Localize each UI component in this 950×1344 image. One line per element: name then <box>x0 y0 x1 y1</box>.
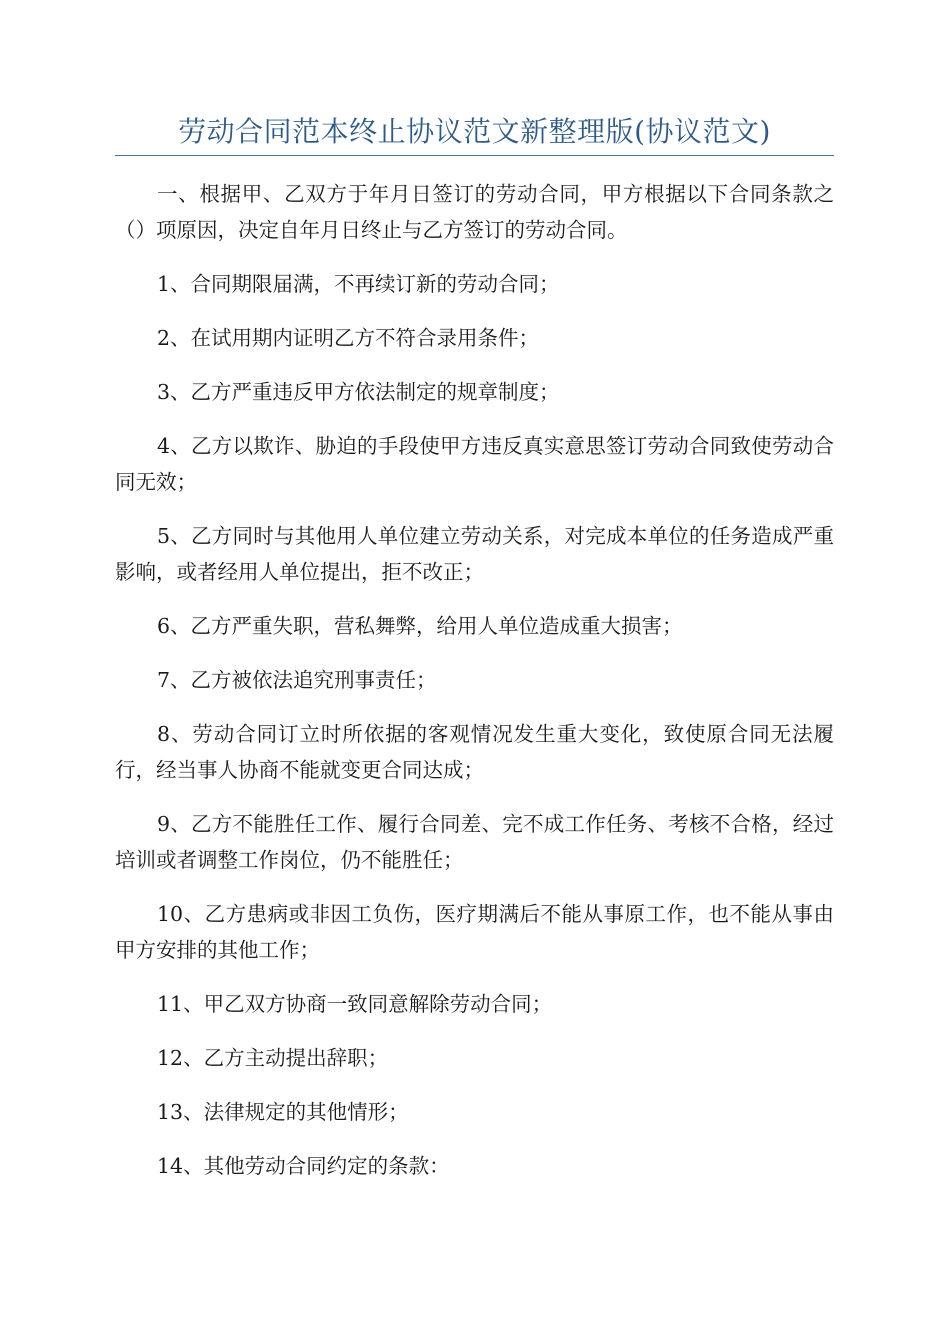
clause-3: 3、乙方严重违反甲方依法制定的规章制度； <box>157 380 560 404</box>
clause-14: 14、其他劳动合同约定的条款： <box>157 1154 450 1178</box>
clause-4: 4、乙方以欺诈、胁迫的手段使甲方违反真实意思签订劳动合同致使劳动合同无效； <box>115 434 834 494</box>
document-title: 劳动合同范本终止协议范文新整理版(协议范文) <box>178 115 771 148</box>
paragraph-intro: 一、根据甲、乙双方于年月日签订的劳动合同，甲方根据以下合同条款之（）项原因，决定自年月日终止与乙方签订的劳动合同。 <box>115 182 834 242</box>
clause-11: 11、甲乙双方协商一致同意解除劳动合同； <box>157 992 553 1016</box>
clause-7: 7、乙方被依法追究刑事责任； <box>157 668 437 692</box>
clause-10: 10、乙方患病或非因工负伤，医疗期满后不能从事原工作，也不能从事由甲方安排的其他工作； <box>115 902 834 962</box>
clause-6: 6、乙方严重失职，营私舞弊，给用人单位造成重大损害； <box>157 614 683 638</box>
clause-5: 5、乙方同时与其他用人单位建立劳动关系，对完成本单位的任务造成严重影响，或者经用人单位提出，拒不改正； <box>115 524 834 584</box>
clause-2: 2、在试用期内证明乙方不符合录用条件； <box>157 326 540 350</box>
clause-13: 13、法律规定的其他情形； <box>157 1100 409 1124</box>
title-underline <box>115 155 834 156</box>
clause-1: 1、合同期限届满，不再续订新的劳动合同； <box>157 272 560 296</box>
clause-8: 8、劳动合同订立时所依据的客观情况发生重大变化，致使原合同无法履行，经当事人协商不能就变更合同达成； <box>115 722 834 782</box>
document-body <box>115 176 834 1202</box>
clause-9: 9、乙方不能胜任工作、履行合同差、完不成工作任务、考核不合格，经过培训或者调整工作岗位，仍不能胜任； <box>115 812 834 872</box>
clause-12: 12、乙方主动提出辞职； <box>157 1046 389 1070</box>
